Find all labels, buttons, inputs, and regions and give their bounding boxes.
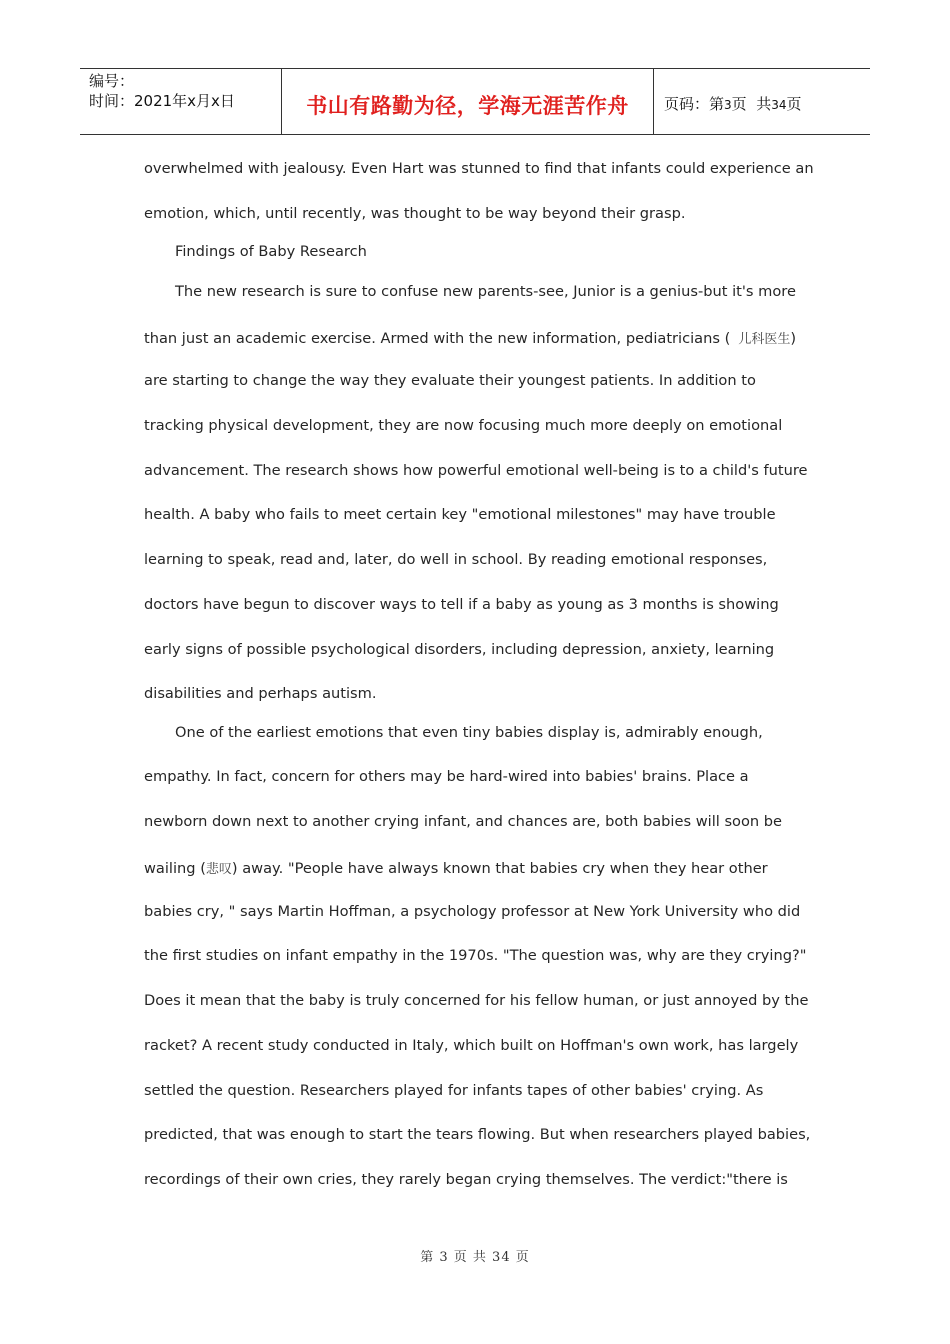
body-line: babies cry, " says Martin Hoffman, a psychology professor at New York University who did bbox=[144, 903, 801, 920]
body-line: early signs of possible psychological disorders, including depression, anxiety, learning bbox=[144, 641, 775, 658]
page-prefix: 页码：第 bbox=[664, 95, 725, 113]
body-line-text: wailing ( bbox=[144, 860, 206, 877]
header-motto-cell bbox=[281, 69, 654, 134]
body-line: predicted, that was enough to start the tears flowing. But when researchers played babies, bbox=[144, 1126, 811, 1143]
page-total: 34 bbox=[771, 98, 787, 112]
gloss-pediatricians: 儿科医生 bbox=[738, 332, 791, 347]
header-page-cell bbox=[654, 69, 870, 134]
body-line: recordings of their own cries, they rarely began crying themselves. The verdict:"there is bbox=[144, 1171, 788, 1188]
header-motto: 书山有路勤为径，学海无涯苦作舟 bbox=[306, 92, 629, 118]
document-time-label: 时间：2021年x月x日 bbox=[89, 92, 235, 110]
body-line: racket? A recent study conducted in Italy, which built on Hoffman's own work, has largely bbox=[144, 1037, 799, 1054]
body-line: the first studies on infant empathy in the 1970s. "The question was, why are they crying?" bbox=[144, 947, 807, 964]
section-heading: Findings of Baby Research bbox=[175, 243, 367, 260]
body-line: One of the earliest emotions that even tiny babies display is, admirably enough, bbox=[175, 724, 763, 741]
page-current: 3 bbox=[724, 98, 732, 112]
header-info-cell bbox=[80, 69, 281, 134]
page-footer: 第 3 页 共 34 页 bbox=[420, 1250, 530, 1265]
body-line: disabilities and perhaps autism. bbox=[144, 685, 377, 702]
body-line-rest: ) away. "People have always known that babies cry when they hear other bbox=[231, 860, 768, 877]
body-line: tracking physical development, they are now focusing much more deeply on emotional bbox=[144, 417, 783, 434]
body-line: doctors have begun to discover ways to tell if a baby as young as 3 months is showing bbox=[144, 596, 779, 613]
body-line bbox=[144, 858, 768, 877]
body-line: settled the question. Researchers played for infants tapes of other babies' crying. As bbox=[144, 1082, 764, 1099]
body-line: are starting to change the way they evaluate their youngest patients. In addition to bbox=[144, 372, 756, 389]
close-paren: ) bbox=[790, 330, 797, 347]
document-number-label: 编号： bbox=[89, 72, 135, 90]
body-line: The new research is sure to confuse new parents-see, Junior is a genius-but it's more bbox=[175, 283, 796, 300]
body-line: Does it mean that the baby is truly concerned for his fellow human, or just annoyed by the bbox=[144, 992, 809, 1009]
body-line: overwhelmed with jealousy. Even Hart was stunned to find that infants could experience an bbox=[144, 160, 814, 177]
body-line: emotion, which, until recently, was thought to be way beyond their grasp. bbox=[144, 205, 686, 222]
body-line: empathy. In fact, concern for others may be hard-wired into babies' brains. Place a bbox=[144, 768, 749, 785]
gloss-wailing: 悲叹 bbox=[205, 862, 232, 877]
page-mid: 页 共 bbox=[731, 95, 772, 113]
body-line: advancement. The research shows how powerful emotional well-being is to a child's future bbox=[144, 462, 808, 479]
body-line bbox=[144, 328, 796, 347]
body-line: health. A baby who fails to meet certain key "emotional milestones" may have trouble bbox=[144, 506, 776, 523]
page-header bbox=[80, 68, 870, 135]
body-line: newborn down next to another crying infant, and chances are, both babies will soon be bbox=[144, 813, 783, 830]
page-suffix: 页 bbox=[786, 95, 802, 113]
body-line-text: than just an academic exercise. Armed with the new information, pediatricians ( bbox=[144, 330, 731, 347]
body-line: learning to speak, read and, later, do well in school. By reading emotional responses, bbox=[144, 551, 768, 568]
